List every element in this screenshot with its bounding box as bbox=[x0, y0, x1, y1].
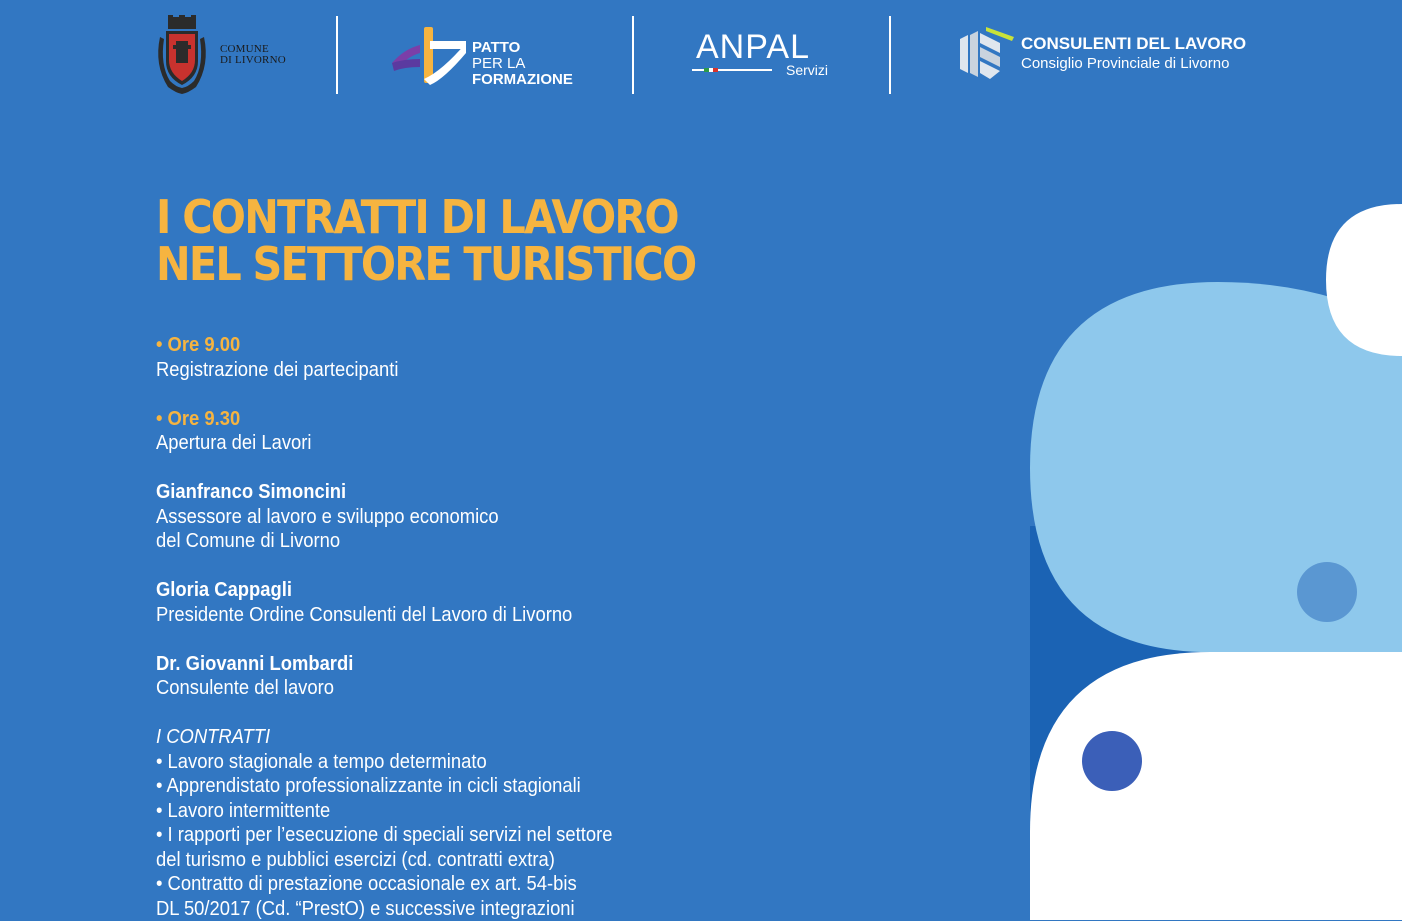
speaker-role: del Comune di Livorno bbox=[156, 529, 818, 554]
speaker-name: Dr. Giovanni Lombardi bbox=[156, 652, 818, 677]
speaker-name: Gloria Cappagli bbox=[156, 578, 818, 603]
contracts-heading: I CONTRATTI bbox=[156, 725, 818, 750]
comune-line1: COMUNE bbox=[220, 44, 286, 55]
decorative-shapes bbox=[1020, 196, 1402, 920]
white-bottom-shape bbox=[1030, 652, 1402, 920]
small-circle-dark bbox=[1082, 731, 1142, 791]
contract-item: • Lavoro stagionale a tempo determinato bbox=[156, 750, 818, 775]
patto-line2: PER LA bbox=[472, 56, 573, 72]
speaker-name: Gianfranco Simoncini bbox=[156, 480, 818, 505]
contract-item: DL 50/2017 (Cd. “PrestO) e successive integrazioni bbox=[156, 897, 818, 921]
patto-line1: PATTO bbox=[472, 40, 573, 56]
header-divider bbox=[632, 16, 634, 94]
patto-mark-icon bbox=[390, 23, 468, 87]
agenda-description: Apertura dei Lavori bbox=[156, 431, 818, 456]
comune-livorno-logo bbox=[154, 14, 286, 96]
consulenti-lavoro-logo bbox=[956, 24, 1016, 86]
title-line2: NEL SETTORE TURISTICO bbox=[156, 241, 695, 288]
patto-formazione-logo bbox=[390, 22, 468, 88]
header-divider bbox=[889, 16, 891, 94]
agenda-time: • Ore 9.00 bbox=[156, 333, 818, 358]
cdl-line2: Consiglio Provinciale di Livorno bbox=[1021, 54, 1246, 74]
speaker-role: Consulente del lavoro bbox=[156, 676, 818, 701]
agenda-description: Registrazione dei partecipanti bbox=[156, 358, 818, 383]
contract-item: • I rapporti per l’esecuzione di speciali servizi nel settore bbox=[156, 823, 818, 848]
agenda bbox=[156, 333, 876, 921]
patto-line3: FORMAZIONE bbox=[472, 72, 573, 88]
small-circle-mid bbox=[1297, 562, 1357, 622]
comune-line2: DI LIVORNO bbox=[220, 55, 286, 66]
cdl-mark-icon bbox=[956, 25, 1016, 85]
italian-flag-icon bbox=[704, 68, 718, 72]
contract-item: • Lavoro intermittente bbox=[156, 799, 818, 824]
anpal-name: ANPAL bbox=[696, 28, 810, 67]
title-line1: I CONTRATTI DI LAVORO bbox=[156, 194, 695, 241]
city-crest-icon bbox=[154, 15, 210, 95]
contract-item: • Apprendistato professionalizzante in cicli stagionali bbox=[156, 774, 818, 799]
speaker-role: Assessore al lavoro e sviluppo economico bbox=[156, 505, 818, 530]
contract-item: del turismo e pubblici esercizi (cd. contratti extra) bbox=[156, 848, 818, 873]
anpal-servizi-logo bbox=[690, 28, 832, 80]
header-divider bbox=[336, 16, 338, 94]
anpal-sub: Servizi bbox=[786, 62, 828, 78]
agenda-time: • Ore 9.30 bbox=[156, 407, 818, 432]
cdl-line1: CONSULENTI DEL LAVORO bbox=[1021, 34, 1246, 54]
speaker-role: Presidente Ordine Consulenti del Lavoro di Livorno bbox=[156, 603, 818, 628]
contract-item: • Contratto di prestazione occasionale ex art. 54-bis bbox=[156, 872, 818, 897]
page-title bbox=[156, 194, 695, 288]
